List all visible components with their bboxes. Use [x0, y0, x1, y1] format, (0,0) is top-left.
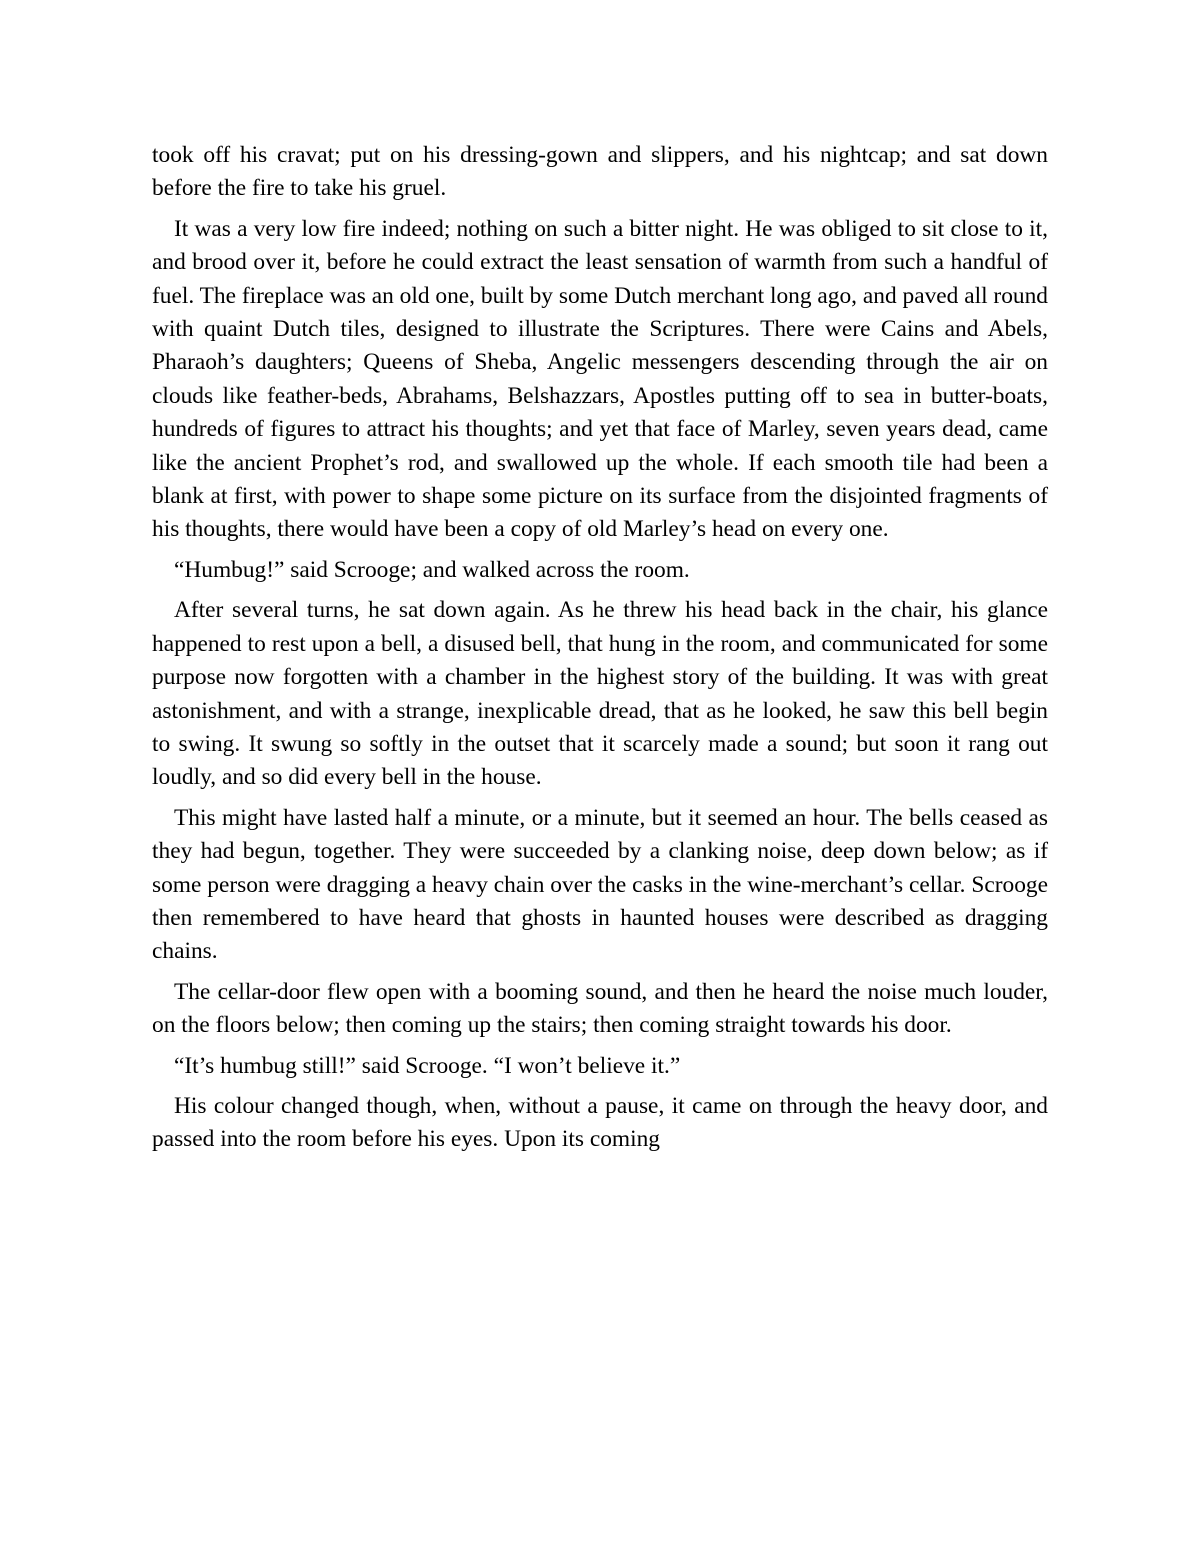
paragraph: His colour changed though, when, without a pause, it came on through the heavy door, and passed into the room before his eyes. Upon its coming: [152, 1092, 1048, 1153]
paragraph: It was a very low fire indeed; nothing on such a bitter night. He was obliged to sit close to it, and brood over it, before he could extract the least sensation of warmth from such a handful of fuel. The fireplace was an old one, built by some Dutch merchant long ago, and paved all round with quaint Dutch tiles, designed to illustrate the Scriptures. There were Cains and Abels, Pharaoh’s daughters; Queens of Sheba, Angelic messengers descending through the air on clouds like feather-beds, Abrahams, Belshazzars, Apostles putting off to sea in butter-boats, hundreds of figures to attract his thoughts; and yet that face of Marley, seven years dead, came like the ancient Prophet’s rod, and swallowed up the whole. If each smooth tile had been a blank at first, with power to shape some picture on its surface from the disjointed fragments of his thoughts, there would have been a copy of old Marley’s head on every one.: [152, 215, 1048, 543]
paragraph: After several turns, he sat down again. As he threw his head back in the chair, his glance happened to rest upon a bell, a disused bell, that hung in the room, and communicated for some purpose now forgotten with a chamber in the highest story of the building. It was with great astonishment, and with a strange, inexplicable dread, that as he looked, he saw this bell begin to swing. It swung so softly in the outset that it scarcely made a sound; but soon it rang out loudly, and so did every bell in the house.: [152, 597, 1048, 791]
paragraph: This might have lasted half a minute, or a minute, but it seemed an hour. The bells ceased as they had begun, together. They were succeeded by a clanking noise, deep down below; as if some person were dragging a heavy chain over the casks in the wine-merchant’s cellar. Scrooge then remembered to have heard that ghosts in haunted houses were described as dragging chains.: [152, 804, 1048, 965]
paragraph: “Humbug!” said Scrooge; and walked across the room.: [174, 556, 690, 583]
paragraph: took off his cravat; put on his dressing-gown and slippers, and his nightcap; and sat down before the fire to take his gruel.: [152, 142, 1048, 202]
page-text-block: [152, 139, 1048, 1157]
paragraph: “It’s humbug still!” said Scrooge. “I won’t believe it.”: [174, 1052, 681, 1079]
paragraph: The cellar-door flew open with a booming sound, and then he heard the noise much louder, on the floors below; then coming up the stairs; then coming straight towards his door.: [152, 978, 1048, 1039]
